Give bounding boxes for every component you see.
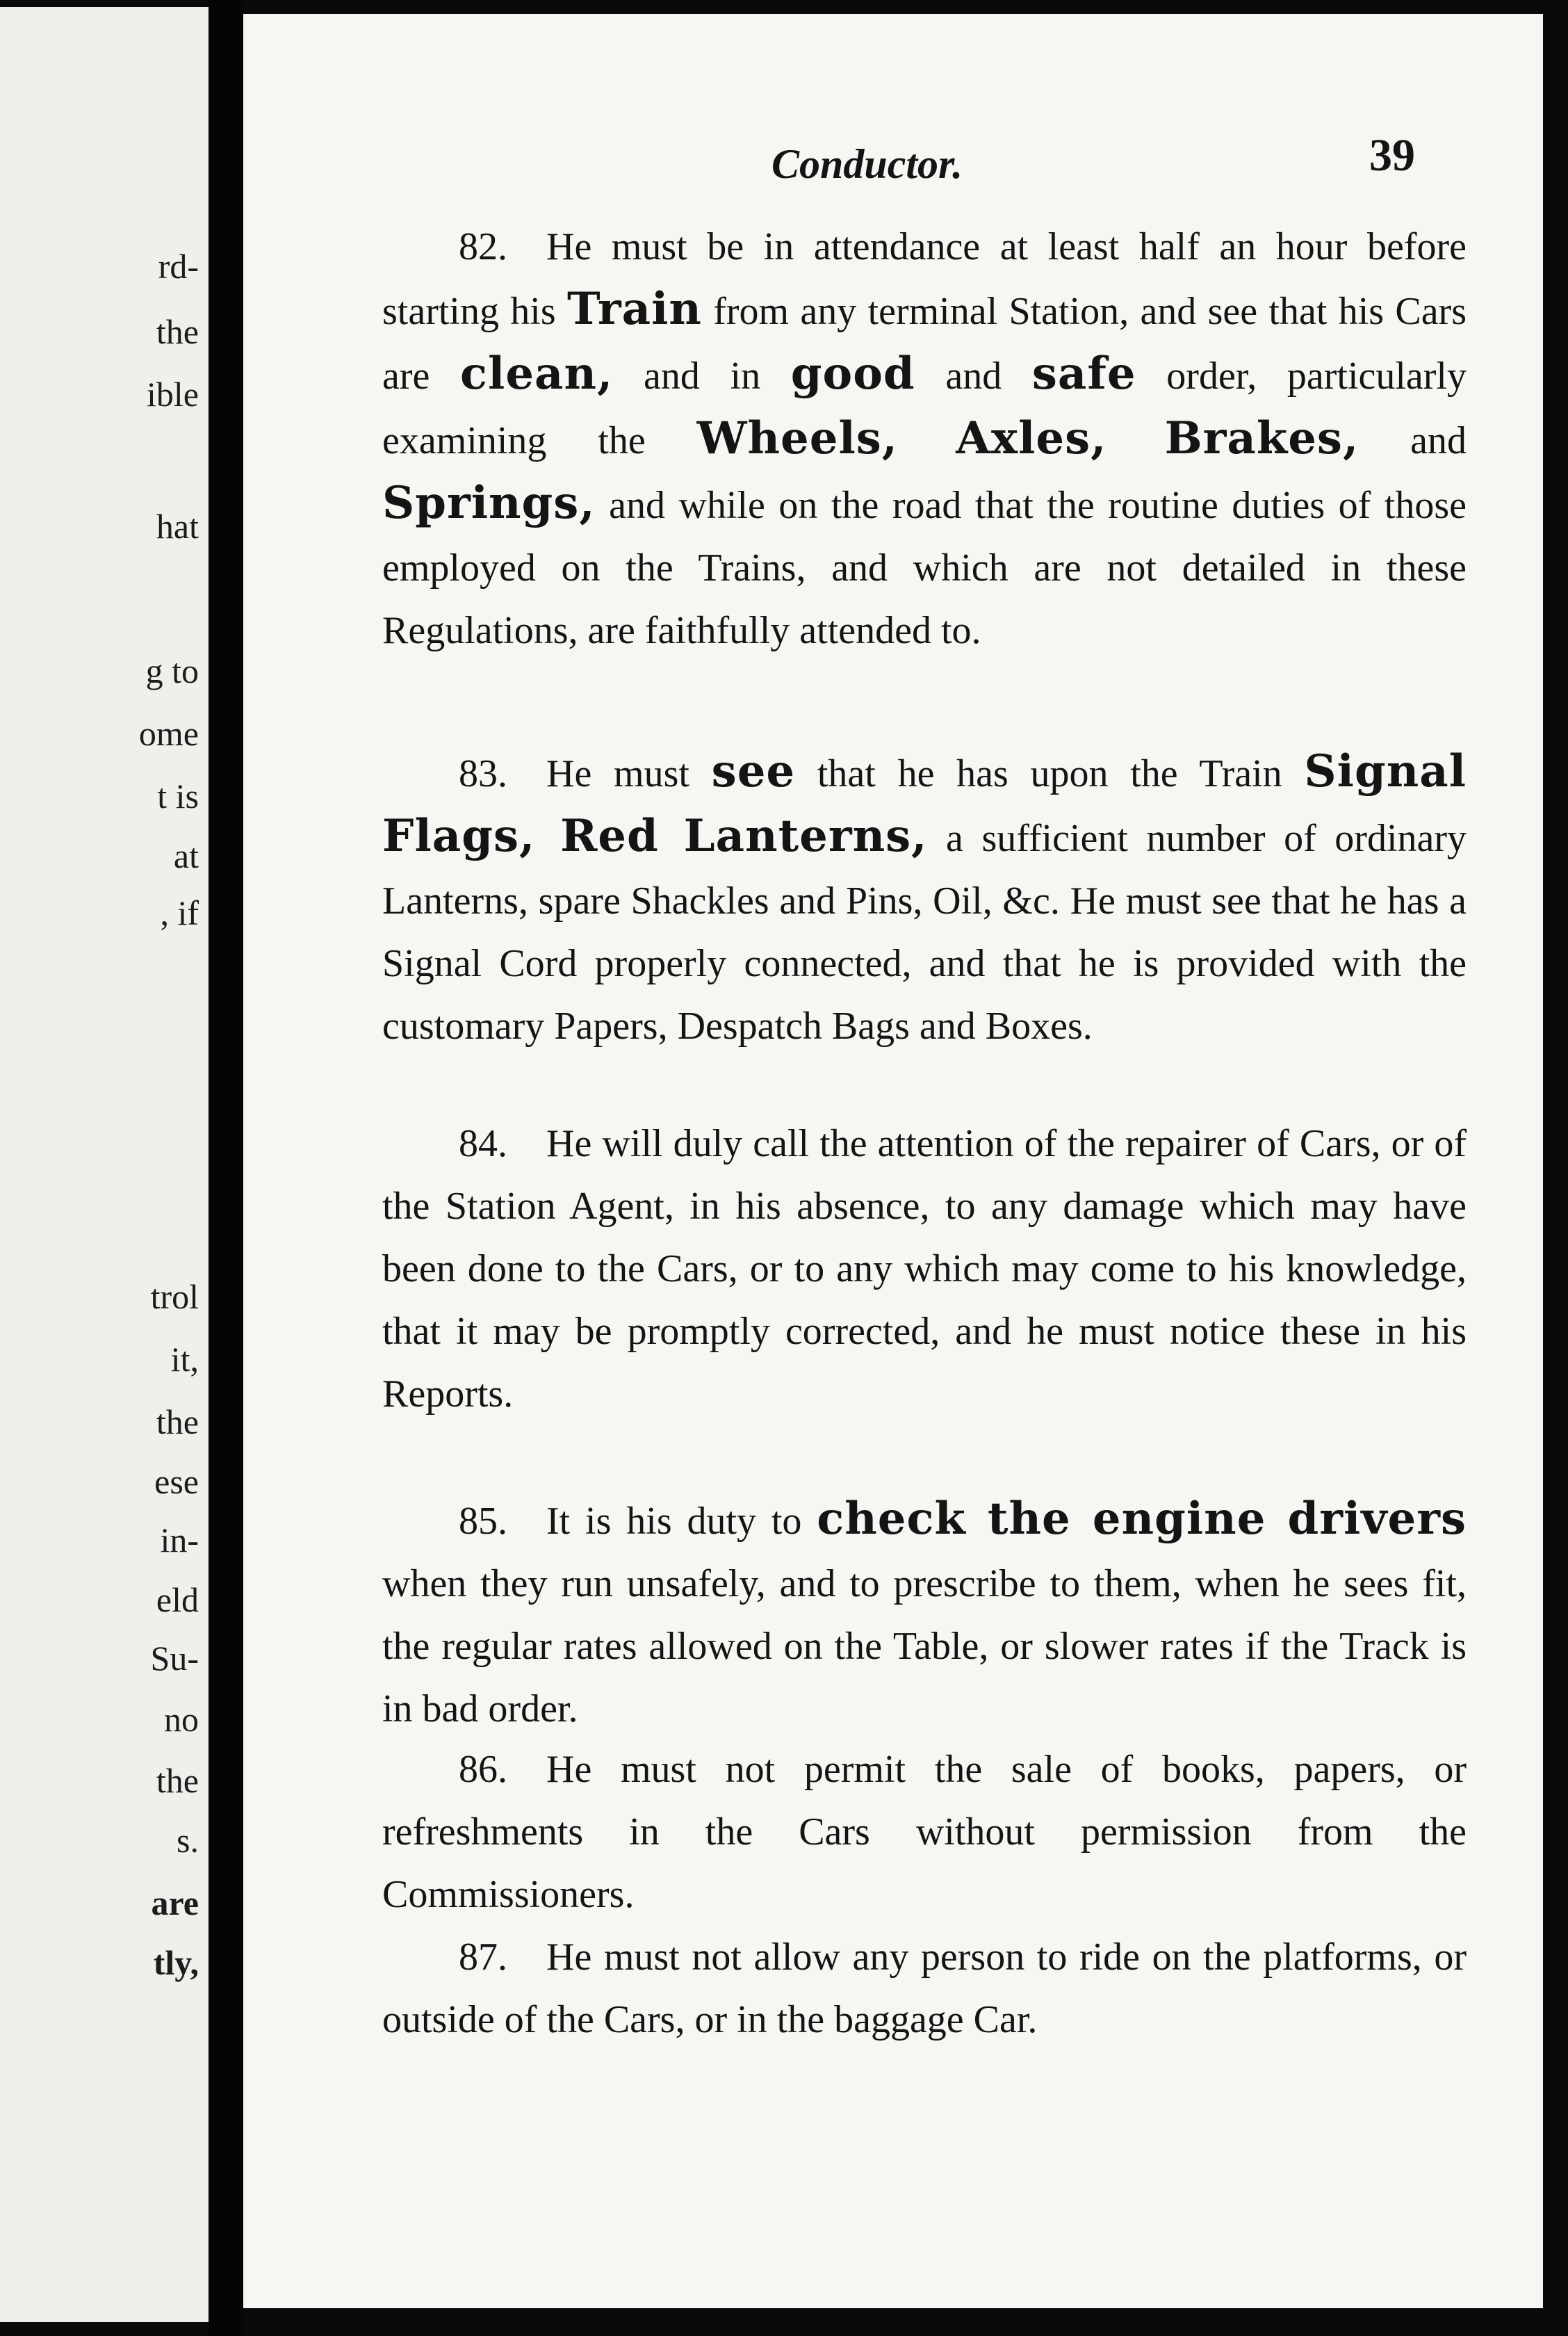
body-text: He must not allow any person to ride on the platforms, or outside of the Cars, or in the baggage Car. bbox=[382, 1936, 1467, 2041]
left-page-fragment: ible bbox=[147, 375, 199, 414]
body-text: He must not permit the sale of books, papers, or refreshments in the Cars without permission from the Commissioners. bbox=[382, 1748, 1467, 1916]
body-text: It is his duty to bbox=[546, 1500, 817, 1543]
rule-number: 86. bbox=[459, 1748, 507, 1791]
rule-number: 84. bbox=[459, 1122, 507, 1165]
left-page-fragment: hat bbox=[156, 507, 199, 546]
rule-number: 87. bbox=[459, 1936, 507, 1979]
body-text: and bbox=[915, 355, 1032, 398]
body-text: that he has upon the Train bbox=[795, 752, 1305, 795]
emphasized-text: clean, bbox=[460, 348, 614, 400]
left-page bbox=[0, 7, 209, 2322]
left-page-fragment: t is bbox=[157, 777, 199, 816]
body-text: when they run unsafely, and to prescribe to them, when he sees fit, the regular rates allowed on the Table, or slower rates if the Track is in bad order. bbox=[382, 1562, 1467, 1730]
body-text: and while on the road that the routine duties of those employed on the Trains, and which are not detailed in these Regulations, are faithfully attended to. bbox=[382, 484, 1467, 652]
left-page-fragment: at bbox=[173, 836, 199, 875]
emphasized-text: good bbox=[790, 348, 915, 400]
body-text: and bbox=[1359, 419, 1467, 462]
book-spine bbox=[209, 0, 243, 2336]
left-page-fragment: g to bbox=[145, 651, 199, 690]
left-page-fragment: rd- bbox=[158, 247, 199, 286]
left-page-fragment: the bbox=[156, 1761, 199, 1800]
rule-number: 83. bbox=[459, 752, 507, 795]
emphasized-text: check the engine drivers bbox=[817, 1493, 1467, 1545]
left-page-fragment: are bbox=[151, 1883, 199, 1922]
page-number: 39 bbox=[1369, 130, 1415, 181]
emphasized-text: Springs, bbox=[382, 477, 596, 529]
emphasized-text: see bbox=[711, 745, 796, 797]
left-page-fragment: the bbox=[156, 1402, 199, 1441]
left-page-fragment: no bbox=[164, 1700, 199, 1739]
rule-86 bbox=[382, 1738, 1467, 1926]
rule-82 bbox=[382, 216, 1467, 662]
emphasized-text: safe bbox=[1031, 348, 1136, 400]
rule-number: 82. bbox=[459, 225, 507, 268]
left-page-fragment: the bbox=[156, 312, 199, 351]
body-text: from any terminal Station, and see that his Cars are bbox=[382, 290, 1467, 398]
left-page-fragment: ese bbox=[154, 1462, 199, 1501]
emphasized-text: Wheels, Axles, Brakes, bbox=[696, 412, 1359, 464]
rule-83 bbox=[382, 740, 1467, 1057]
left-page-fragment: ome bbox=[138, 714, 199, 753]
left-page-fragment: tly, bbox=[153, 1943, 199, 1982]
rule-85 bbox=[382, 1488, 1467, 1740]
left-page-fragment: trol bbox=[150, 1277, 199, 1316]
body-text: a sufficient number of ordinary Lanterns, spare Shackles and Pins, Oil, &c. He must see that he has a Signal Cord properly connected, and that he is provided with the customary Papers, Despatch Bags and Boxes. bbox=[382, 817, 1467, 1048]
body-text: and in bbox=[613, 355, 791, 398]
left-page-fragment: eld bbox=[156, 1580, 199, 1619]
left-page-fragment: in- bbox=[160, 1520, 199, 1559]
rule-84 bbox=[382, 1112, 1467, 1425]
right-page bbox=[243, 14, 1543, 2308]
body-text: He must be in attendance at least half an hour before starting his bbox=[382, 225, 1467, 333]
left-page-fragment: it, bbox=[170, 1340, 199, 1379]
body-text: He must bbox=[546, 752, 712, 795]
left-page-fragment: Su- bbox=[150, 1639, 199, 1678]
emphasized-text: Train bbox=[566, 283, 702, 335]
emphasized-text: Signal Flags, Red Lanterns, bbox=[382, 745, 1467, 862]
left-page-fragment: s. bbox=[177, 1821, 199, 1860]
body-text: order, particularly examining the bbox=[382, 355, 1467, 462]
rule-87 bbox=[382, 1926, 1467, 2051]
rule-number: 85. bbox=[459, 1500, 507, 1543]
body-text: He will duly call the attention of the repairer of Cars, or of the Station Agent, in his absence, to any damage which may have been done to the Cars, or to any which may come to his knowledge, that it may be promptly corrected, and he must notice these in his Reports. bbox=[382, 1122, 1467, 1416]
running-head: Conductor. bbox=[771, 141, 963, 187]
left-page-fragment: , if bbox=[160, 893, 199, 932]
